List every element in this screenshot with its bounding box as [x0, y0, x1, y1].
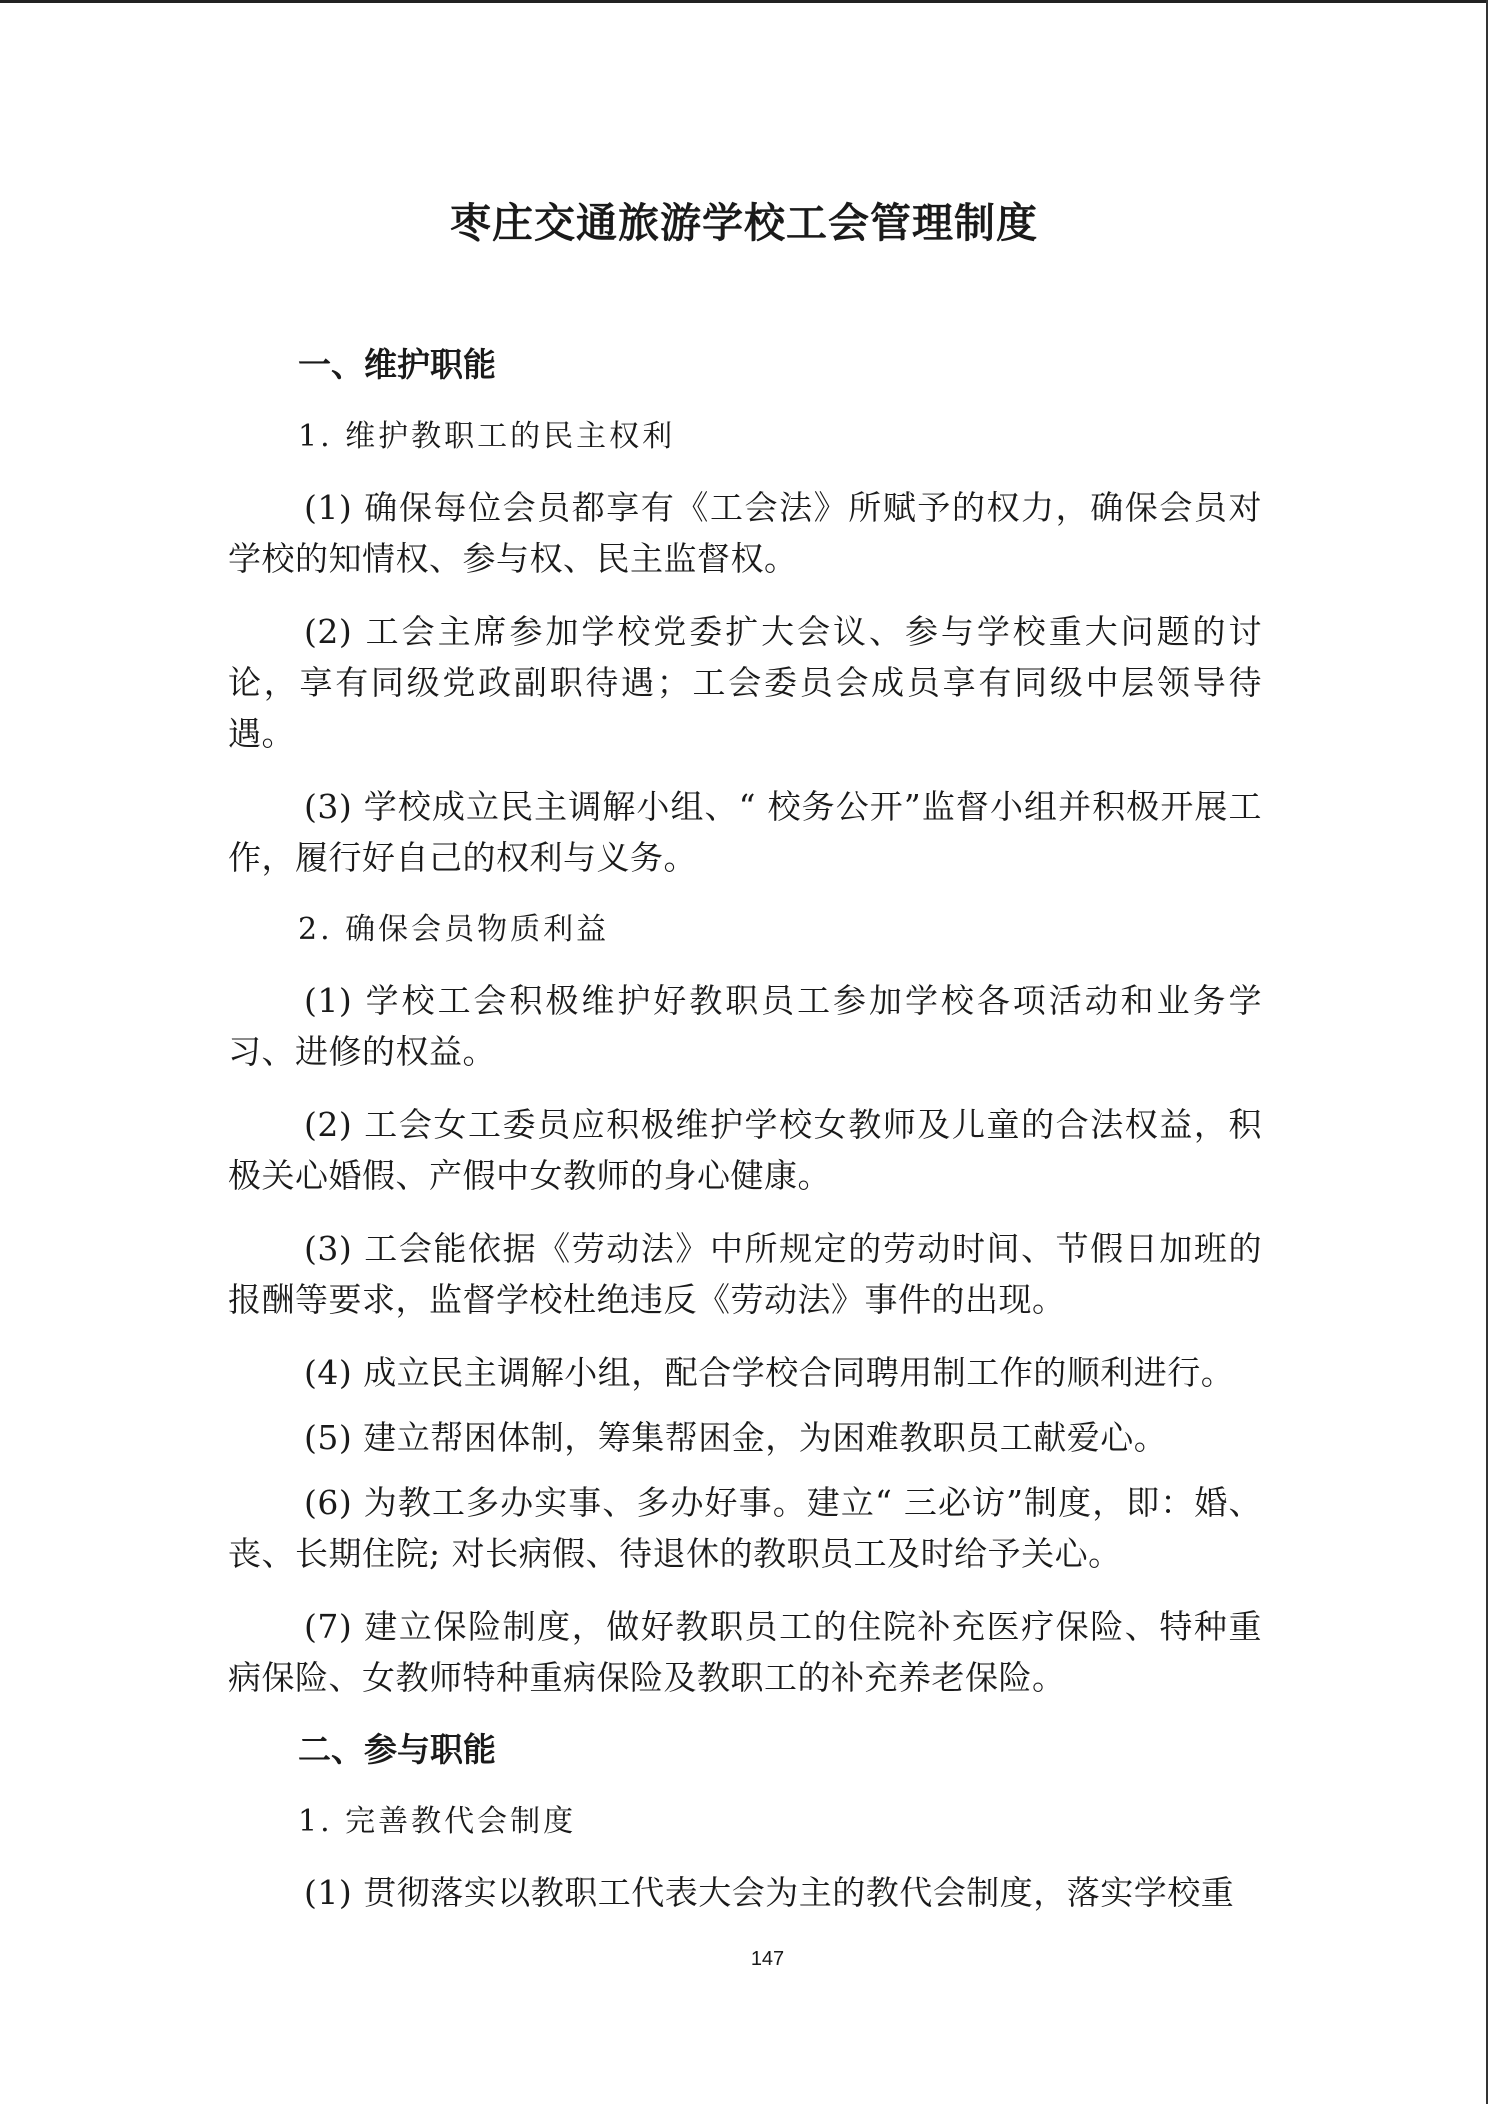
paragraph: (2) 工会主席参加学校党委扩大会议、参与学校重大问题的讨论，享有同级党政副职待遇；工会委员会成员享有同级中层领导待遇。: [228, 612, 1262, 753]
paragraph: (6) 为教工多办实事、多办好事。建立“ 三必访”制度，即：婚、丧、长期住院; 对长病假、待退休的教职员工及时给予关心。: [228, 1483, 1262, 1573]
paragraph: (4) 成立民主调解小组，配合学校合同聘用制工作的顺利进行。: [304, 1353, 1235, 1392]
document-title: 枣庄交通旅游学校工会管理制度: [450, 199, 1038, 247]
subsection-heading-material-benefits: 2. 确保会员物质利益: [298, 912, 610, 947]
document-body: [228, 340, 1262, 1940]
paragraph: (3) 工会能依据《劳动法》中所规定的劳动时间、节假日加班的报酬等要求，监督学校杜绝违反《劳动法》事件的出现。: [228, 1229, 1262, 1319]
paragraph: (2) 工会女工委员应积极维护学校女教师及儿童的合法权益，积极关心婚假、产假中女教师的身心健康。: [228, 1105, 1262, 1195]
subsection-heading-congress-system: 1. 完善教代会制度: [298, 1804, 577, 1839]
paragraph: (5) 建立帮困体制，筹集帮困金，为困难教职员工献爱心。: [304, 1418, 1168, 1457]
page-top-border: [0, 0, 1488, 3]
paragraph: (1) 贯彻落实以教职工代表大会为主的教代会制度，落实学校重: [304, 1873, 1235, 1912]
paragraph: (7) 建立保险制度，做好教职员工的住院补充医疗保险、特种重病保险、女教师特种重病保险及教职工的补充养老保险。: [228, 1607, 1262, 1697]
section-heading-maintenance: 一、维护职能: [298, 345, 496, 384]
paragraph: (3) 学校成立民主调解小组、“ 校务公开”监督小组并积极开展工作，履行好自己的权利与义务。: [228, 787, 1262, 877]
page-number: 147: [750, 1948, 785, 1970]
section-heading-participation: 二、参与职能: [298, 1730, 496, 1769]
paragraph: (1) 学校工会积极维护好教职员工参加学校各项活动和业务学习、进修的权益。: [228, 981, 1262, 1071]
subsection-heading-democratic-rights: 1. 维护教职工的民主权利: [298, 419, 676, 454]
paragraph: (1) 确保每位会员都享有《工会法》所赋予的权力，确保会员对学校的知情权、参与权、民主监督权。: [228, 488, 1262, 578]
